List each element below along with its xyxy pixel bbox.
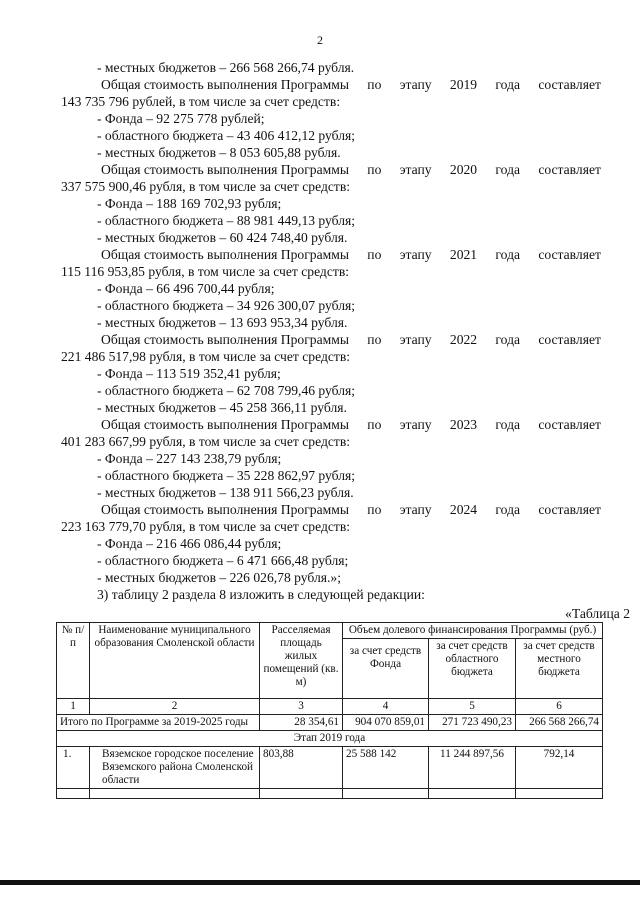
stage-cost-line	[61, 501, 601, 518]
stage-cost-word: года	[495, 417, 521, 432]
table-row-empty	[57, 789, 603, 799]
col-number: 5	[429, 699, 516, 715]
stage-cost-word: 2023	[449, 417, 478, 432]
stage-cost-word: Общая стоимость выполнения Программы	[101, 247, 349, 262]
stage-cost-word: составляет	[538, 332, 601, 347]
stage-cost-word: составляет	[538, 162, 601, 177]
stage-cost-word: этапу	[399, 77, 432, 92]
list-item: - Фонда – 188 169 702,93 рубля;	[97, 196, 282, 211]
stage-cost-word: по	[367, 77, 382, 92]
stage-cost-word: этапу	[399, 247, 432, 262]
row-name: Вяземское городское поселение Вяземского района Смоленской области	[90, 747, 260, 789]
stage-cost-continuation: 143 735 796 рублей, в том числе за счет средств:	[61, 94, 341, 109]
header-regional: за счет средств областного бюджета	[429, 639, 516, 699]
stage-cost-word: по	[367, 502, 382, 517]
stage-cost-word: года	[495, 162, 521, 177]
stage-cost-word: этапу	[399, 162, 432, 177]
stage-cost-word: Общая стоимость выполнения Программы	[101, 77, 349, 92]
total-fund: 904 070 859,01	[343, 715, 429, 731]
stage-cost-line	[61, 161, 601, 178]
row-num: 1.	[57, 747, 90, 789]
list-item: - областного бюджета – 34 926 300,07 рубля;	[97, 298, 356, 313]
col-number: 3	[260, 699, 343, 715]
list-item: - областного бюджета – 43 406 412,12 рубля;	[97, 128, 356, 143]
stage-cost-continuation: 223 163 779,70 рубля, в том числе за счет средств:	[61, 519, 351, 534]
col-number: 4	[343, 699, 429, 715]
stage-cost-word: этапу	[399, 417, 432, 432]
row-local: 792,14	[516, 747, 603, 789]
list-item: - Фонда – 216 466 086,44 рубля;	[97, 536, 282, 551]
stage-cost-word: 2022	[449, 332, 478, 347]
list-item: - областного бюджета – 6 471 666,48 рубля;	[97, 553, 349, 568]
list-item: 3) таблицу 2 раздела 8 изложить в следующей редакции:	[97, 587, 425, 602]
header-name: Наименование муниципального образования Смоленской области	[90, 623, 260, 699]
stage-cost-word: Общая стоимость выполнения Программы	[101, 502, 349, 517]
list-item: - местных бюджетов – 45 258 366,11 рубля.	[97, 400, 347, 415]
stage-cost-word: 2020	[449, 162, 478, 177]
row-fund: 25 588 142	[343, 747, 429, 789]
row-area: 803,88	[260, 747, 343, 789]
column-number-row	[57, 699, 603, 715]
header-area: Расселяемая площадь жилых помещений (кв. м)	[260, 623, 343, 699]
header-local: за счет средств местного бюджета	[516, 639, 603, 699]
list-item: - местных бюджетов – 13 693 953,34 рубля.	[97, 315, 348, 330]
row-regional: 11 244 897,56	[429, 747, 516, 789]
stage-cost-word: Общая стоимость выполнения Программы	[101, 417, 349, 432]
stage-cost-word: 2019	[449, 77, 478, 92]
col-number: 1	[57, 699, 90, 715]
list-item: - областного бюджета – 62 708 799,46 рубля;	[97, 383, 356, 398]
stage-cost-word: года	[495, 332, 521, 347]
total-regional: 271 723 490,23	[429, 715, 516, 731]
stage-cost-word: Общая стоимость выполнения Программы	[101, 332, 349, 347]
header-num: № п/п	[57, 623, 90, 699]
table-header-row	[57, 623, 603, 639]
stage-row	[57, 731, 603, 747]
total-row	[57, 715, 603, 731]
body-text	[61, 59, 601, 603]
list-item: - местных бюджетов – 138 911 566,23 рубля.	[97, 485, 354, 500]
stage-cost-word: года	[495, 77, 521, 92]
stage-cost-continuation: 337 575 900,46 рубля, в том числе за счет средств:	[61, 179, 351, 194]
stage-cost-word: Общая стоимость выполнения Программы	[101, 162, 349, 177]
total-label: Итого по Программе за 2019-2025 годы	[57, 715, 260, 731]
list-item: - Фонда – 66 496 700,44 рубля;	[97, 281, 275, 296]
col-number: 6	[516, 699, 603, 715]
stage-cost-word: составляет	[538, 502, 601, 517]
stage-cost-word: этапу	[399, 502, 432, 517]
funding-table	[56, 622, 603, 799]
total-area: 28 354,61	[260, 715, 343, 731]
stage-cost-line	[61, 331, 601, 348]
col-number: 2	[90, 699, 260, 715]
stage-cost-word: 2021	[449, 247, 478, 262]
stage-cost-word: составляет	[538, 417, 601, 432]
list-item: - местных бюджетов – 266 568 266,74 рубля.	[97, 60, 355, 75]
header-funding: Объем долевого финансирования Программы (руб.)	[343, 623, 603, 639]
stage-cost-word: по	[367, 247, 382, 262]
stage-cost-word: по	[367, 332, 382, 347]
stage-cost-continuation: 401 283 667,99 рубля, в том числе за счет средств:	[61, 434, 351, 449]
stage-cost-word: этапу	[399, 332, 432, 347]
stage-label: Этап 2019 года	[57, 731, 603, 747]
bottom-bar	[0, 880, 640, 885]
stage-cost-word: по	[367, 162, 382, 177]
stage-cost-continuation: 221 486 517,98 рубля, в том числе за счет средств:	[61, 349, 351, 364]
stage-cost-word: составляет	[538, 77, 601, 92]
stage-cost-line	[61, 246, 601, 263]
list-item: - Фонда – 92 275 778 рублей;	[97, 111, 265, 126]
total-local: 266 568 266,74	[516, 715, 603, 731]
stage-cost-line	[61, 76, 601, 93]
stage-cost-word: по	[367, 417, 382, 432]
list-item: - местных бюджетов – 226 026,78 рубля.»;	[97, 570, 341, 585]
list-item: - Фонда – 113 519 352,41 рубля;	[97, 366, 281, 381]
page-number: 2	[317, 33, 323, 47]
stage-cost-word: 2024	[449, 502, 478, 517]
list-item: - областного бюджета – 88 981 449,13 рубля;	[97, 213, 356, 228]
list-item: - местных бюджетов – 60 424 748,40 рубля.	[97, 230, 348, 245]
stage-cost-line	[61, 416, 601, 433]
list-item: - Фонда – 227 143 238,79 рубля;	[97, 451, 282, 466]
table-row	[57, 747, 603, 789]
list-item: - областного бюджета – 35 228 862,97 рубля;	[97, 468, 356, 483]
stage-cost-word: составляет	[538, 247, 601, 262]
table-title: «Таблица 2	[565, 606, 630, 621]
header-fund: за счет средств Фонда	[343, 639, 429, 699]
stage-cost-word: года	[495, 247, 521, 262]
stage-cost-continuation: 115 116 953,85 рубля, в том числе за счет средств:	[61, 264, 350, 279]
stage-cost-word: года	[495, 502, 521, 517]
list-item: - местных бюджетов – 8 053 605,88 рубля.	[97, 145, 341, 160]
